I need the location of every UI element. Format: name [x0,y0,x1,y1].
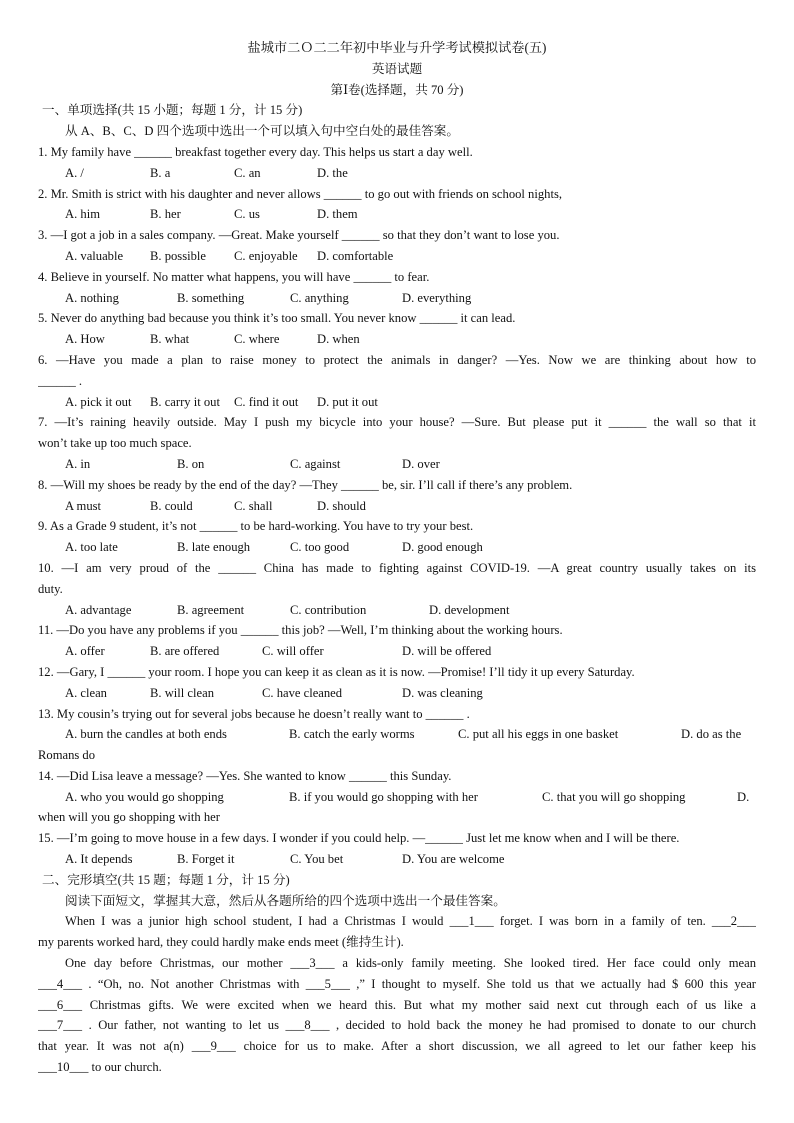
exam-page [38,38,756,1078]
section2-heading: 二、完形填空(共 15 题；每题 1 分，计 15 分) [42,872,290,887]
passage-line: that year. It was not a(n) ___9___ choice for us to make. After a short discussion, we all agreed to let our father keep his [38,1039,756,1054]
answer-option: A. nothing [65,290,119,305]
answer-option: A. pick it out [65,394,132,409]
answer-option: C. that you will go shopping [542,789,686,804]
question-stem: 3. —I got a job in a sales company. —Great. Make yourself ______ so that they don’t want to lose you. [38,228,560,243]
answer-option: C. anything [290,290,349,305]
answer-option: B. what [150,332,190,347]
answer-option: D. everything [402,290,472,305]
question-stem: 2. Mr. Smith is strict with his daughter and never allows ______ to go out with friends on school nights, [38,186,562,201]
question-stem: 12. —Gary, I ______ your room. I hope you can keep it as clean as it is now. —Promise! I’ll tidy it up every Saturday. [38,664,635,679]
question-stem: 5. Never do anything bad because you think it’s too small. You never know ______ it can lead. [38,311,516,326]
passage-line: One day before Christmas, our mother ___3___ a kids-only family meeting. She looked tired. Her face could only mean [65,956,756,971]
option-row [38,537,756,558]
question-stem: 4. Believe in yourself. No matter what happens, you will have ______ to fear. [38,269,430,284]
question-item [38,475,756,517]
answer-option: B. a [150,165,171,180]
passage-line: When I was a junior high school student, I had a Christmas I would ___1___ forget. I was born in a family of ten. ___2___ [65,914,756,929]
answer-option: C. where [234,332,280,347]
option-continuation: Romans do [38,748,96,763]
answer-option: C. too good [290,540,350,555]
answer-option: D. them [317,207,358,222]
answer-option: C. enjoyable [234,248,298,263]
answer-option: D. when [317,332,360,347]
answer-option: D. will be offered [402,644,492,659]
answer-option: D. should [317,498,366,513]
answer-option: A must [65,498,102,513]
option-row [38,683,756,704]
option-row [38,724,756,745]
answer-option: D. was cleaning [402,685,483,700]
option-row [38,163,756,184]
question-stem: 15. —I’m going to move house in a few days. I wonder if you could help. —______ Just let me know when and I will be there. [38,831,680,846]
question-item [38,412,756,474]
answer-option: B. possible [150,248,206,263]
exam-title: 盐城市二Ｏ二二年初中毕业与升学考试模拟试卷(五) [247,40,547,55]
question-item [38,558,756,620]
passage-line: ___10___ to our church. [38,1060,162,1075]
answer-option: B. something [177,290,245,305]
answer-option: B. late enough [177,540,251,555]
question-item [38,267,756,309]
question-stem: won’t take up too much space. [38,436,192,451]
answer-option: C. shall [234,498,273,513]
cloze-passage [38,911,756,1077]
answer-option: B. carry it out [150,394,220,409]
exam-volume: 第Ⅰ卷(选择题，共 70 分) [330,82,464,97]
passage-line: ___4___ . “Oh, no. Not another Christmas with ___5___ ,” I thought to myself. She told us that we actually had $ 600 this year [38,976,756,991]
option-row [38,600,756,621]
option-row [38,204,756,225]
question-item [38,704,756,766]
passage-line: ___7___ . Our father, not wanting to let us ___8___ , decided to hold back the money he had promised to donate to our church [38,1018,756,1033]
question-stem: 10. —I am very proud of the ______ China has made to fighting against COVID-19. —A great country usually takes on its [38,560,756,575]
answer-option: A. too late [65,540,118,555]
answer-option: A. who you would go shopping [65,789,224,804]
question-stem: 1. My family have ______ breakfast together every day. This helps us start a day well. [38,144,473,159]
answer-option: C. put all his eggs in one basket [458,727,619,742]
question-item [38,516,756,558]
question-stem: ______ . [38,373,83,388]
answer-option: C. find it out [234,394,299,409]
option-continuation: when will you go shopping with her [38,810,220,825]
answer-option: D. put it out [317,394,378,409]
option-row [38,641,756,662]
question-stem: 8. —Will my shoes be ready by the end of the day? —They ______ be, sir. I’ll call if there’s any problem. [38,477,573,492]
answer-option: B. if you would go shopping with her [289,789,478,804]
answer-option: A. How [65,332,105,347]
answer-option: C. us [234,207,260,222]
answer-option: C. You bet [290,852,344,867]
answer-option: D. comfortable [317,248,394,263]
answer-option: A. burn the candles at both ends [65,727,227,742]
question-stem: 14. —Did Lisa leave a message? —Yes. She wanted to know ______ this Sunday. [38,768,452,783]
section1-instruction: 从 A、B、C、D 四个选项中选出一个可以填入句中空白处的最佳答案。 [65,124,459,139]
section1-heading: 一、单项选择(共 15 小题；每题 1 分，计 15 分) [42,103,303,118]
answer-option: A. clean [65,685,107,700]
answer-option: C. against [290,456,341,471]
answer-option: C. will offer [262,644,324,659]
passage-paragraph [38,911,756,953]
option-row [38,454,756,475]
question-stem: 9. As a Grade 9 student, it’s not ______ to be hard-working. You have to try your best. [38,519,474,534]
exam-subject: 英语试题 [371,61,423,76]
answer-option: D. [737,789,750,804]
passage-paragraph [38,953,756,1078]
question-stem: 11. —Do you have any problems if you ______ this job? —Well, I’m thinking about the working hours. [38,623,563,638]
passage-line: my parents worked hard, they could hardly make ends meet (维持生计). [38,935,404,950]
question-stem: 13. My cousin’s trying out for several jobs because he doesn’t really want to ______ . [38,706,470,721]
option-row [38,849,756,870]
answer-option: B. will clean [150,685,215,700]
answer-option: D. over [402,456,440,471]
option-row [38,787,756,808]
answer-option: B. on [177,456,205,471]
answer-option: D. You are welcome [402,852,505,867]
question-item [38,142,756,184]
question-stem: 7. —It’s raining heavily outside. May I push my bicycle into your house? —Sure. But please put it ______ the wall so that it [38,415,756,430]
option-row [38,392,756,413]
answer-option: C. contribution [290,602,367,617]
question-item [38,766,756,828]
question-item [38,225,756,267]
answer-option: A. It depends [65,852,133,867]
section2-instruction: 阅读下面短文，掌握其大意，然后从各题所给的四个选项中选出一个最佳答案。 [65,893,506,908]
answer-option: B. agreement [177,602,245,617]
question-item [38,184,756,226]
passage-line: ___6___ Christmas gifts. We were excited when we heard this. But what my mother said next cut through each of us like a [38,997,756,1012]
option-row [38,496,756,517]
answer-option: A. him [65,207,100,222]
question-stem: 6. —Have you made a plan to raise money to protect the animals in danger? —Yes. Now we are thinking about how to [38,352,756,367]
answer-option: C. have cleaned [262,685,343,700]
answer-option: D. the [317,165,348,180]
answer-option: B. could [150,498,193,513]
answer-option: A. / [65,165,84,180]
option-row [38,288,756,309]
question-item [38,828,756,870]
answer-option: A. in [65,456,91,471]
question-list [38,142,756,870]
answer-option: A. offer [65,644,105,659]
answer-option: D. do as the [681,727,742,742]
answer-option: B. Forget it [177,852,235,867]
answer-option: D. development [429,602,510,617]
question-item [38,620,756,662]
answer-option: A. valuable [65,248,124,263]
question-item [38,308,756,350]
answer-option: B. her [150,207,181,222]
question-item [38,350,756,412]
answer-option: A. advantage [65,602,132,617]
answer-option: C. an [234,165,261,180]
question-stem: duty. [38,581,63,596]
answer-option: B. are offered [150,644,220,659]
option-row [38,329,756,350]
question-item [38,662,756,704]
answer-option: D. good enough [402,540,483,555]
option-row [38,246,756,267]
answer-option: B. catch the early worms [289,727,415,742]
